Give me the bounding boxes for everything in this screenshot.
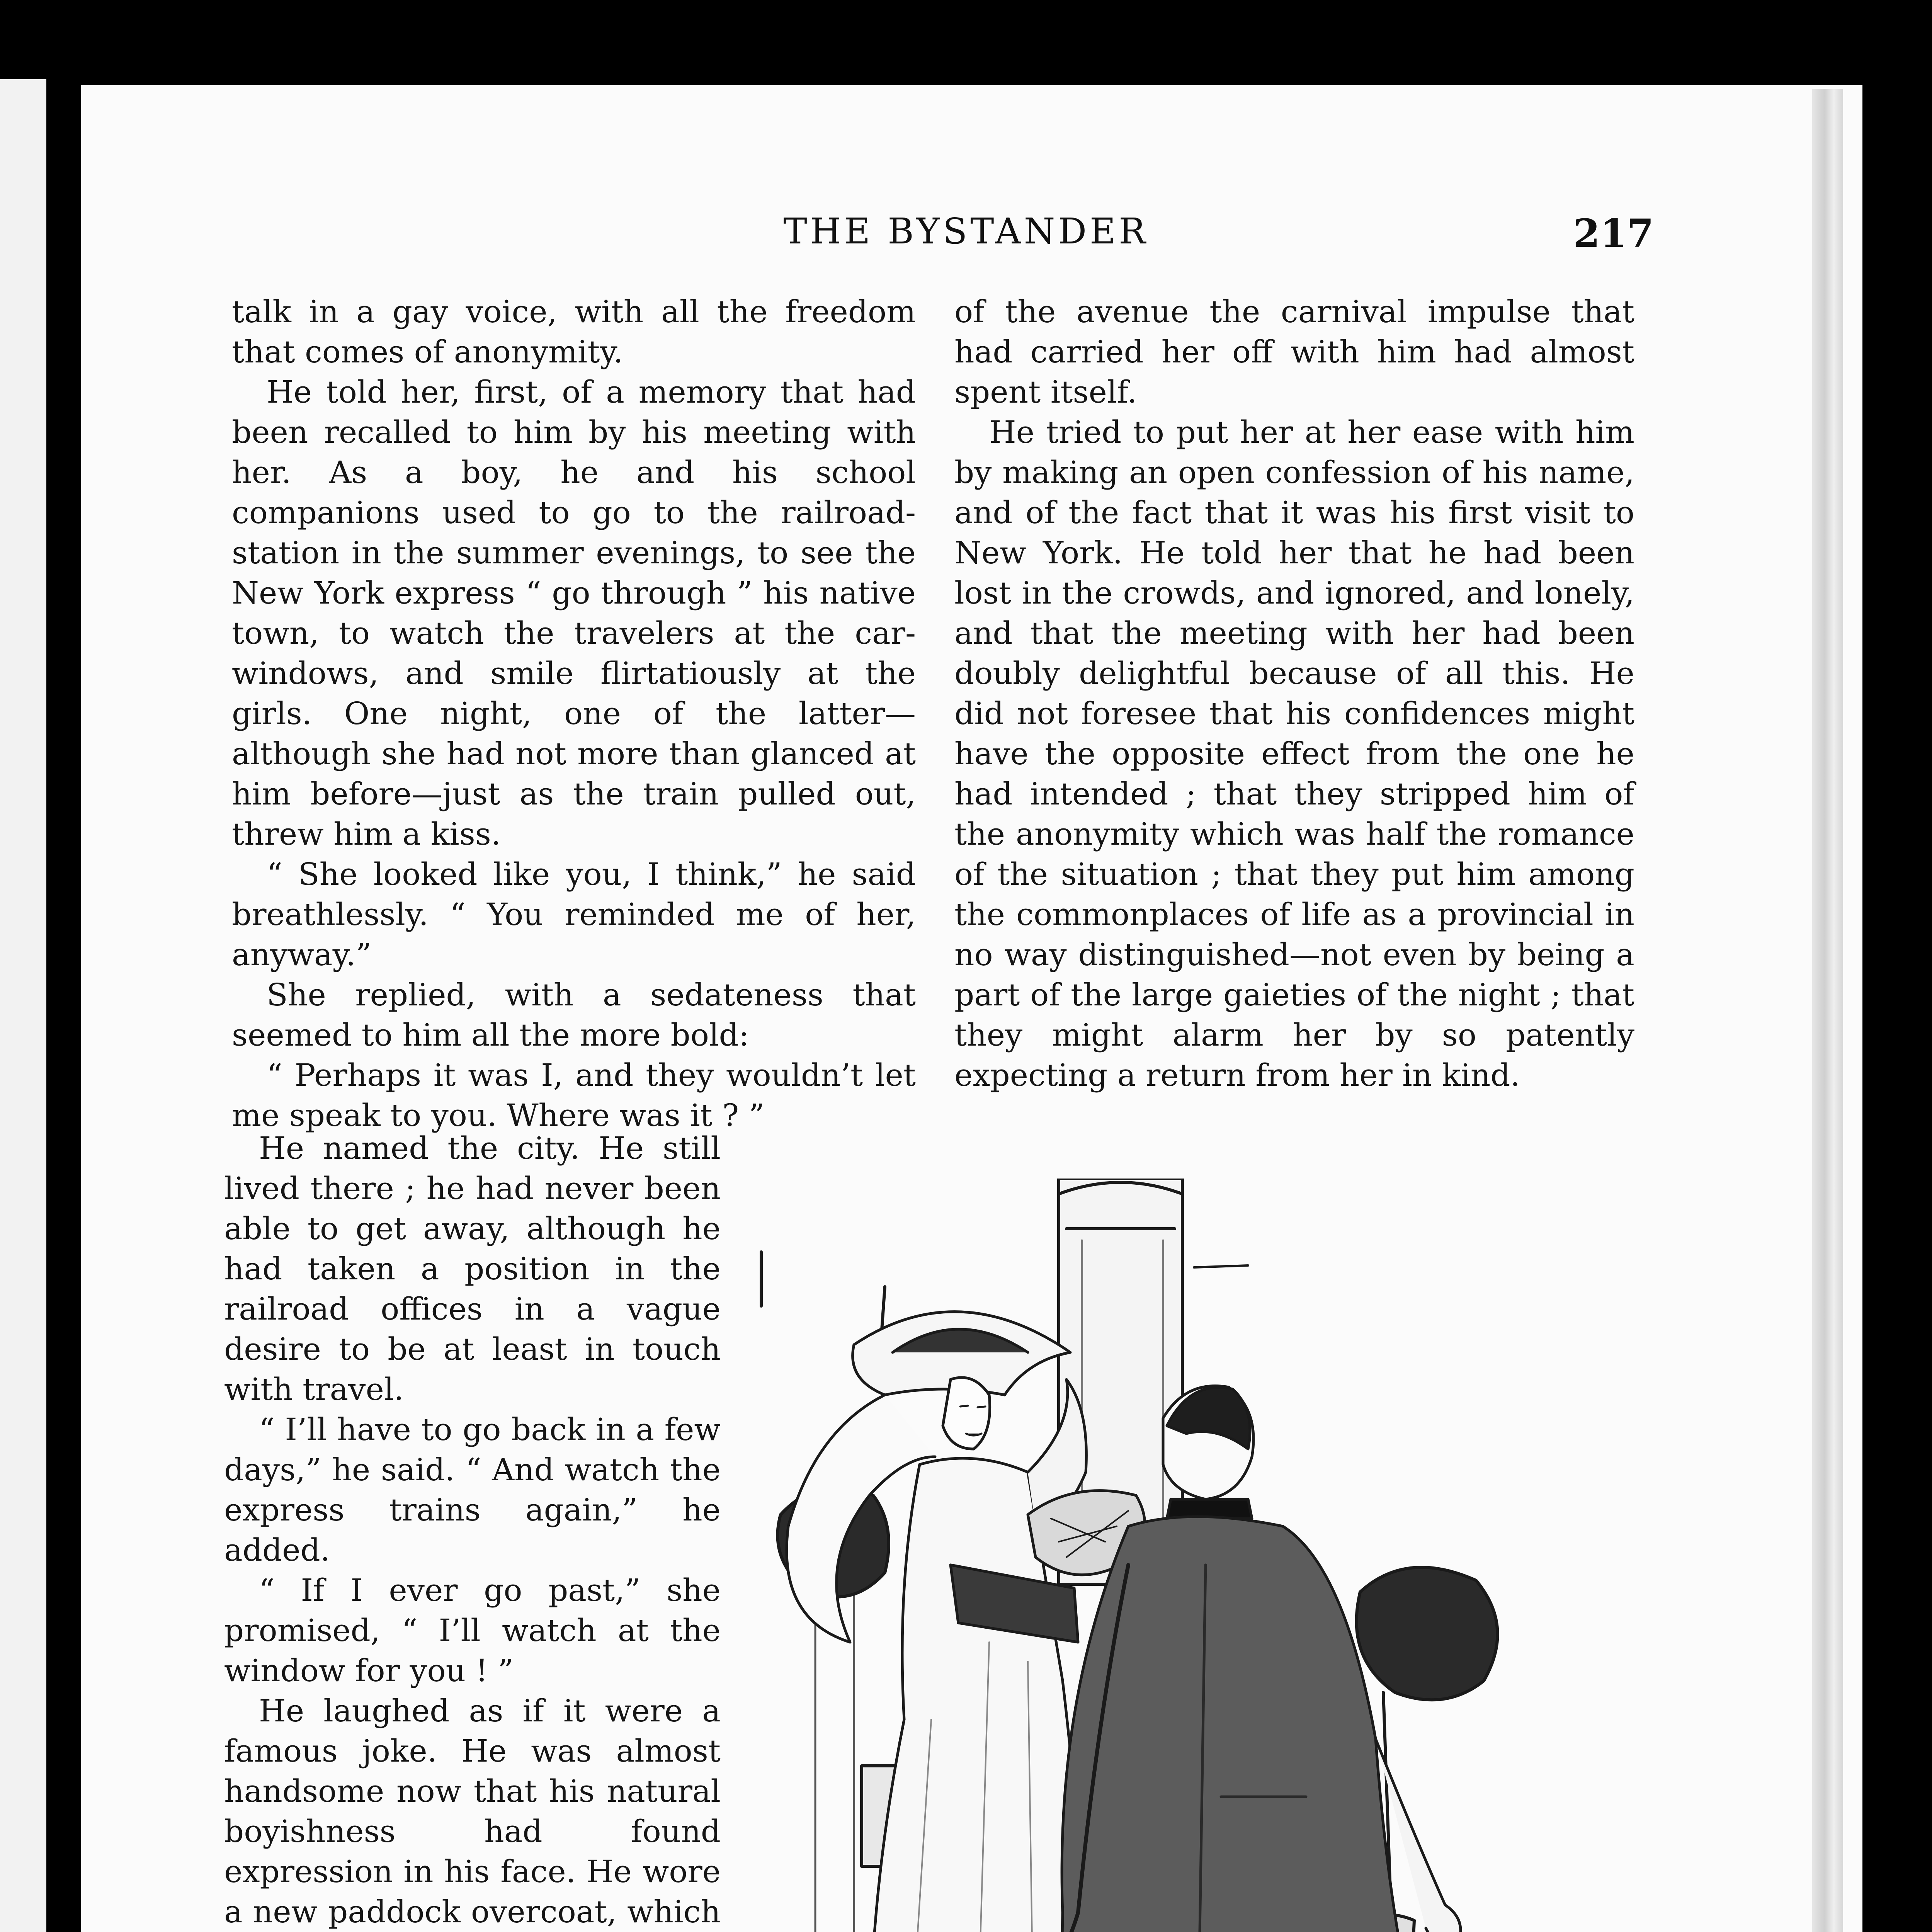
paragraph: He told her, first, of a memory that had been recalled to him by his meeting with her. As a boy, he and his school companions used to go to the railroad-station in the summer evenings, to see the New York express “ go through ” his native town, to watch the travelers at the car-windows, and smile flirtatiously at the girls. One night, one of the latter—although she had not more than glanced at him before—just as the train pulled out, threw him a kiss. — [232, 374, 916, 852]
text-column-left-top — [232, 292, 916, 1136]
paragraph: “ If I ever go past,” she promised, “ I’ll watch at the window for you ! ” — [224, 1572, 721, 1689]
paragraph: “ Perhaps it was I, and they wouldn’t let me speak to you. Where was it ? ” — [232, 1057, 916, 1133]
paragraph: She replied, with a sedateness that seemed to him all the more bold: — [232, 977, 916, 1053]
facing-page-edge — [0, 79, 46, 1932]
page-stack-edge — [1812, 89, 1843, 1932]
illustration — [757, 1179, 1577, 1932]
text-column-left-bottom — [224, 1128, 721, 1932]
paragraph: talk in a gay voice, with all the freedom that comes of anonymity. — [232, 294, 916, 370]
paragraph: He named the city. He still lived there ; he had never been able to get away, although he had taken a position in the railroad offices in a vague desire to be at least in touch with travel. — [224, 1130, 721, 1407]
running-head: THE BYSTANDER — [783, 211, 1149, 252]
paragraph: He tried to put her at her ease with him by making an open confession of his name, and of the fact that it was his first visit to New York. He told her that he had been lost in the crowds, and ignored, and lonely, and that the meeting with her had been doubly delightful because of all this. He did not foresee that his confidences might have the opposite effect from the one he had intended ; that they stripped him of the anonymity which was half the romance of the situation ; that they put him among the commonplaces of life as a provincial in no way distinguished—not even by being a part of the large gaieties of the night ; that they might alarm her by so patently expecting a return from her in kind. — [954, 414, 1634, 1093]
text-column-right — [954, 292, 1634, 1095]
paragraph: “ I’ll have to go back in a few days,” he said. “ And watch the express trains again,” he added. — [224, 1412, 721, 1568]
paragraph: “ She looked like you, I think,” he said breathlessly. “ You reminded me of her, anyway.” — [232, 856, 916, 973]
paragraph: of the avenue the carnival impulse that had carried her off with him had almost spent itself. — [954, 294, 1634, 410]
paragraph: He laughed as if it were a famous joke. He was almost handsome now that his natural boyishness had found expression in his face. He wore a new paddock overcoat, which — [224, 1693, 721, 1930]
page-number: 217 — [1573, 211, 1654, 256]
